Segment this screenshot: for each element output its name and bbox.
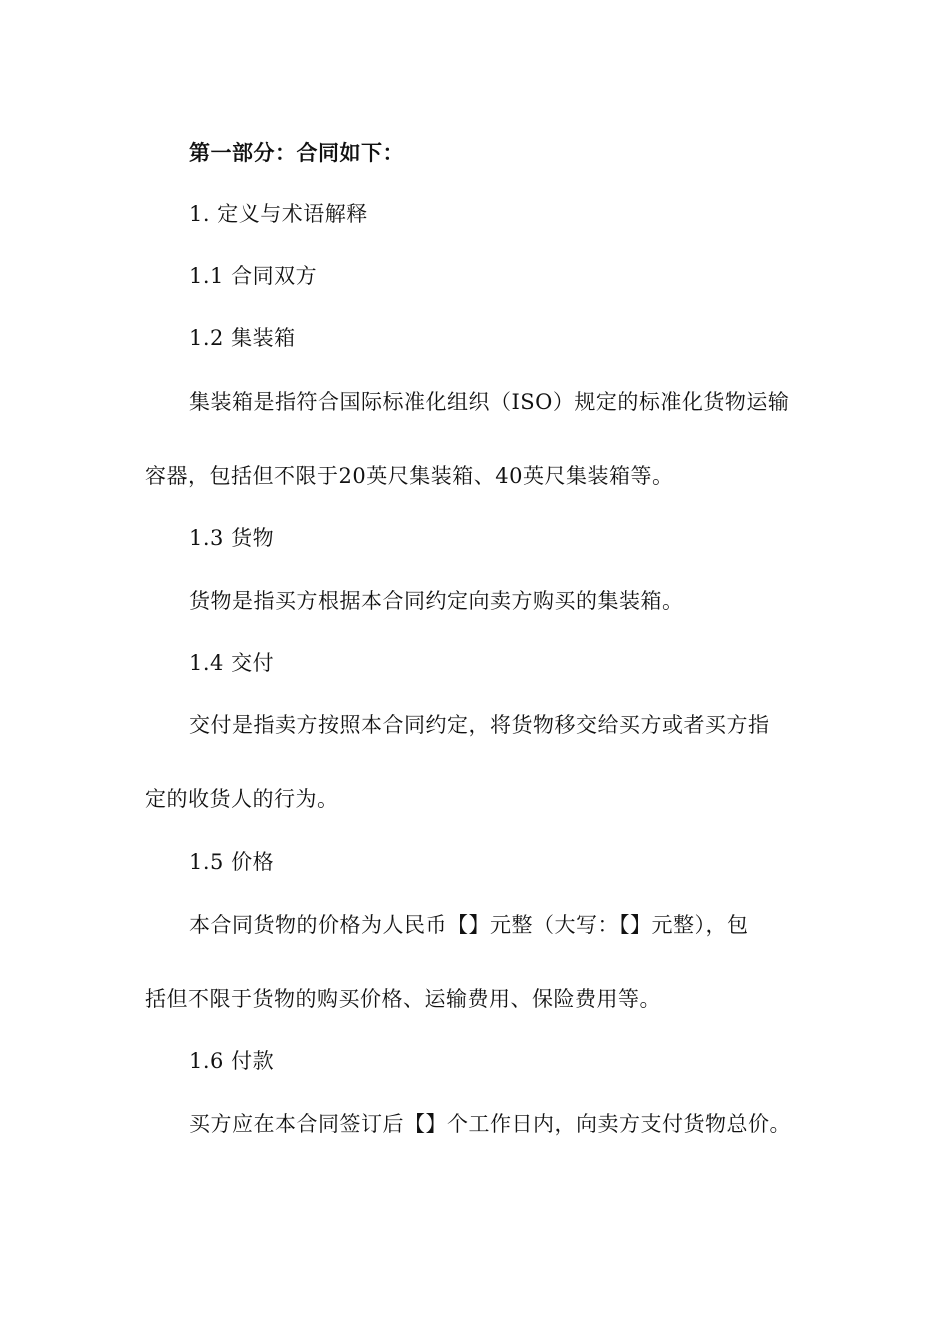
paragraph-line: 交付是指卖方按照本合同约定，将货物移交给买方或者买方指 bbox=[189, 713, 770, 737]
paragraph-line: 括但不限于货物的购买价格、运输费用、保险费用等。 bbox=[145, 987, 661, 1011]
clause-title-1-5: 1.5 价格 bbox=[189, 850, 275, 874]
paragraph-line: 本合同货物的价格为人民币【】元整（大写：【】元整），包 bbox=[189, 913, 749, 937]
clause-title-1-2: 1.2 集装箱 bbox=[189, 326, 296, 350]
clause-title-1-3: 1.3 货物 bbox=[189, 526, 275, 550]
paragraph-line: 容器，包括但不限于20英尺集装箱、40英尺集装箱等。 bbox=[145, 464, 674, 488]
paragraph-line: 货物是指买方根据本合同约定向卖方购买的集装箱。 bbox=[189, 589, 684, 613]
clause-title-1-4: 1.4 交付 bbox=[189, 651, 275, 675]
paragraph-line: 定的收货人的行为。 bbox=[145, 787, 339, 811]
paragraph-line: 集装箱是指符合国际标准化组织（ISO）规定的标准化货物运输 bbox=[189, 390, 790, 414]
clause-title-1-6: 1.6 付款 bbox=[189, 1049, 275, 1073]
clause-title-1-1: 1.1 合同双方 bbox=[189, 264, 318, 288]
clause-title-1: 1. 定义与术语解释 bbox=[189, 202, 368, 226]
paragraph-line: 买方应在本合同签订后【】个工作日内，向卖方支付货物总价。 bbox=[189, 1112, 791, 1136]
section-heading: 第一部分：合同如下： bbox=[189, 140, 404, 165]
